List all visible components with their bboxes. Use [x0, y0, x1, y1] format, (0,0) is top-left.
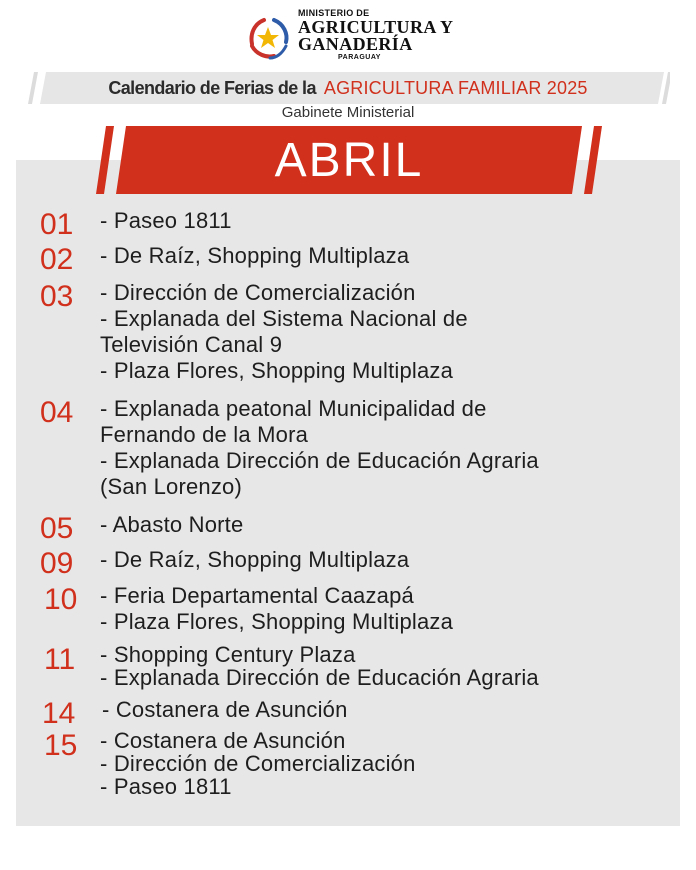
- day-number: 05: [40, 512, 74, 545]
- event-list: [100, 729, 660, 798]
- day-number: 11: [44, 643, 76, 676]
- event-item: - Shopping Century Plaza: [100, 642, 356, 667]
- logo-ministry-line: MINISTERIO DE: [298, 8, 370, 18]
- event-item: - Explanada Dirección de Educación Agraria: [100, 665, 539, 690]
- logo-name-line1: AGRICULTURA Y: [298, 17, 454, 37]
- event-item: - Paseo 1811: [100, 208, 232, 233]
- day-number: 02: [40, 243, 74, 276]
- event-list: [100, 208, 660, 234]
- event-list: [100, 643, 660, 689]
- event-item: - Explanada Dirección de Educación Agraria (San Lorenzo): [100, 448, 539, 499]
- logo-name-line2: GANADERÍA: [298, 34, 413, 54]
- event-item: - Dirección de Comercialización: [100, 280, 416, 305]
- day-number: 03: [40, 280, 74, 313]
- event-item: - Explanada del Sistema Nacional de Televisión Canal 9: [100, 306, 468, 357]
- event-item: - Explanada peatonal Municipalidad de Fernando de la Mora: [100, 396, 487, 447]
- event-list: [100, 280, 660, 384]
- event-item: - Plaza Flores, Shopping Multiplaza: [100, 358, 454, 383]
- logo-country: PARAGUAY: [338, 54, 381, 61]
- day-number: 01: [40, 208, 74, 241]
- event-list: [100, 243, 660, 269]
- event-item: - Paseo 1811: [100, 774, 232, 799]
- event-item: - Dirección de Comercialización: [100, 751, 416, 776]
- event-list: [100, 512, 660, 538]
- event-item: - De Raíz, Shopping Multiplaza: [100, 243, 410, 268]
- event-list: [100, 583, 660, 635]
- day-number: 10: [44, 583, 78, 616]
- event-list: [100, 396, 660, 500]
- event-item: - Plaza Flores, Shopping Multiplaza: [100, 609, 454, 634]
- day-number: 09: [40, 547, 74, 580]
- event-item: - Abasto Norte: [100, 512, 244, 537]
- banner-prefix: Calendario de Ferias de la: [108, 77, 316, 98]
- day-number: 14: [42, 697, 76, 730]
- event-list: [102, 697, 662, 723]
- event-item: - Costanera de Asunción: [102, 697, 348, 722]
- day-number: 15: [44, 729, 78, 762]
- event-item: - Feria Departamental Caazapá: [100, 583, 414, 608]
- event-item: - Costanera de Asunción: [100, 728, 346, 753]
- event-list: [100, 547, 660, 573]
- subtitle: Gabinete Ministerial: [281, 104, 415, 121]
- month-title: ABRIL: [274, 133, 424, 187]
- event-item: - De Raíz, Shopping Multiplaza: [100, 547, 410, 572]
- day-number: 04: [40, 396, 74, 429]
- banner-highlight: AGRICULTURA FAMILIAR 2025: [323, 77, 588, 98]
